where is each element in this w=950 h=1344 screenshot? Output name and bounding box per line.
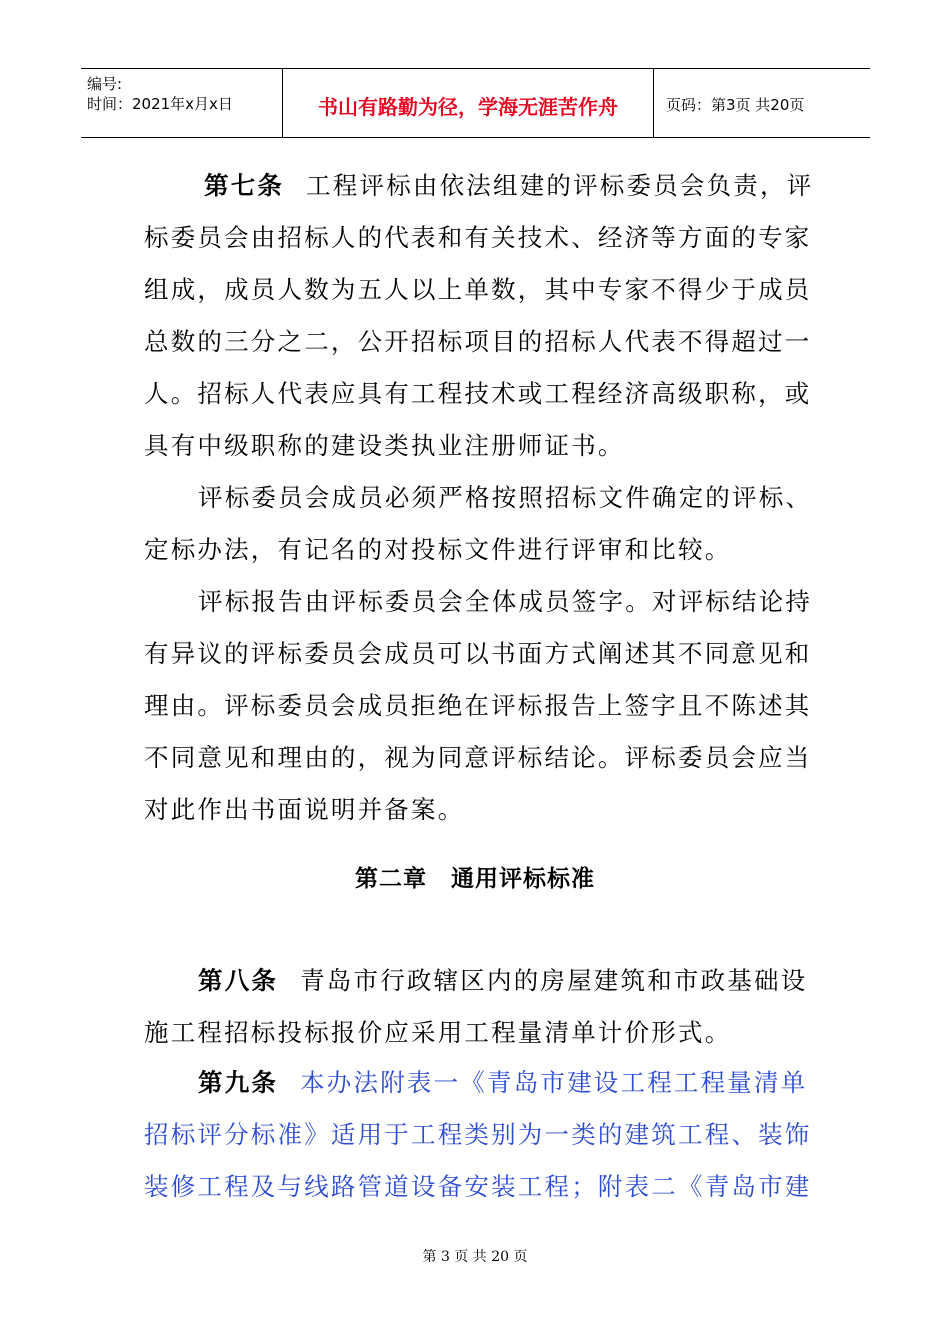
article-line: 评标委员会成员必须严格按照招标文件确定的评标、 bbox=[198, 483, 813, 512]
page-label: 页码：第3页 共20页 bbox=[666, 96, 805, 114]
page-footer: 第 3 页 共 20 页 bbox=[422, 1249, 528, 1265]
page-header bbox=[81, 68, 870, 138]
article-7 bbox=[144, 160, 814, 836]
article-line: 评标报告由评标委员会全体成员签字。对评标结论持 bbox=[198, 587, 813, 616]
article-8 bbox=[144, 955, 806, 1059]
article-line: 理由。评标委员会成员拒绝在评标报告上签字且不陈述其 bbox=[144, 691, 812, 720]
article-text: 工程评标由依法组建的评标委员会负责，评 bbox=[306, 171, 814, 200]
article-line: 装修工程及与线路管道设备安装工程；附表二《青岛市建 bbox=[144, 1172, 812, 1201]
article-line: 不同意见和理由的，视为同意评标结论。评标委员会应当 bbox=[144, 743, 812, 772]
article-line: 总数的三分之二，公开招标项目的招标人代表不得超过一 bbox=[144, 327, 812, 356]
article-line: 人。招标人代表应具有工程技术或工程经济高级职称，或 bbox=[144, 379, 812, 408]
article-line: 对此作出书面说明并备案。 bbox=[144, 795, 465, 824]
article-line: 具有中级职称的建设类执业注册师证书。 bbox=[144, 431, 625, 460]
time-label: 时间：2021年x月x日 bbox=[87, 95, 233, 113]
article-text: 本办法附表一《青岛市建设工程工程量清单 bbox=[300, 1068, 808, 1097]
article-text: 青岛市行政辖区内的房屋建筑和市政基础设 bbox=[300, 966, 808, 995]
article-line bbox=[144, 160, 814, 212]
article-line: 有异议的评标委员会成员可以书面方式阐述其不同意见和 bbox=[144, 639, 812, 668]
header-left-cell bbox=[81, 69, 283, 137]
header-motto-cell bbox=[283, 69, 654, 137]
article-9 bbox=[144, 1057, 812, 1213]
article-line: 组成，成员人数为五人以上单数，其中专家不得少于成员 bbox=[144, 275, 812, 304]
article-line: 标委员会由招标人的代表和有关技术、经济等方面的专家 bbox=[144, 223, 812, 252]
header-page-cell bbox=[654, 69, 870, 137]
chapter-heading: 第二章 通用评标标准 bbox=[355, 866, 595, 892]
article-heading: 第八条 bbox=[198, 966, 279, 995]
article-line: 施工程招标投标报价应采用工程量清单计价形式。 bbox=[144, 1018, 732, 1047]
article-line bbox=[144, 955, 806, 1007]
number-label: 编号: bbox=[87, 75, 123, 93]
article-line: 招标评分标准》适用于工程类别为一类的建筑工程、装饰 bbox=[144, 1120, 812, 1149]
article-line bbox=[144, 1057, 806, 1109]
article-line: 定标办法，有记名的对投标文件进行评审和比较。 bbox=[144, 535, 732, 564]
article-heading: 第七条 bbox=[204, 171, 285, 200]
motto-text: 书山有路勤为径，学海无涯苦作舟 bbox=[318, 95, 618, 119]
article-heading: 第九条 bbox=[198, 1068, 279, 1097]
